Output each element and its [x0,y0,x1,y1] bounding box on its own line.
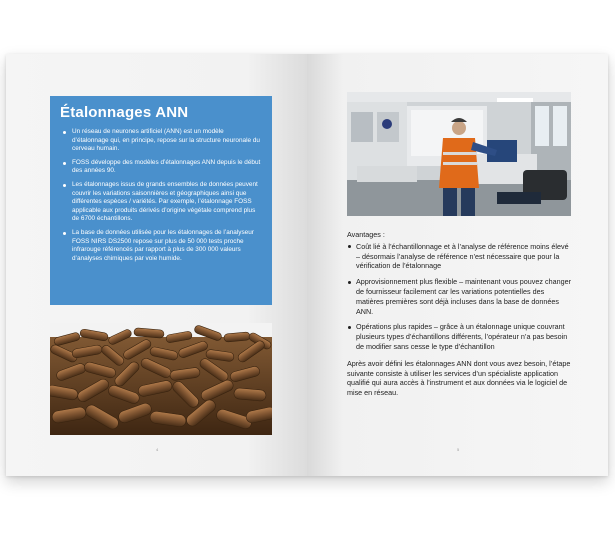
list-item: La base de données utilisée pour les étalonnages de l’analyseur FOSS NIRS DS2500 repose sur plus de 50 000 tests proche infrarouge référencés par rapport à plus de 300 000 valeurs d’analyses chimiques par voie humide. [72,229,262,263]
feed-pellets-photo [50,323,272,435]
brochure-spread [6,54,608,476]
list-item: Opérations plus rapides – grâce à un étalonnage unique couvrant plusieurs types d’échantillons différents, l’opérateur n’a pas besoin de modifier sans cesse le type d’échantillon [356,322,573,351]
list-item: FOSS développe des modèles d’étalonnages ANN depuis le début des années 90. [72,158,261,175]
left-page [6,54,307,476]
advantages-heading: Avantages : [347,230,385,239]
list-item: Approvisionnement plus flexible – maintenant vous pouvez changer de fournisseur facilement car les variations potentielles des matières premières sont déjà incluses dans la base de données ANN. [356,277,573,316]
list-item: Coût lié à l’échantillonnage et à l’analyse de référence moins élevé – désormais l’analyse de référence n’est nécessaire que pour la vérification de l’étalonnage [356,242,573,271]
closing-paragraph: Après avoir défini les étalonnages ANN dont vous avez besoin, l’étape suivante consiste à utiliser les services d’un spécialiste application qualifié qui aura accès à l’instrument et aux données via le logiciel de mise en réseau. [347,358,571,398]
ann-info-box [50,96,272,305]
page-number: 4 [156,447,159,452]
advantages-list [347,242,573,352]
lab-technician-photo [347,92,571,216]
ann-bullet-list [60,128,262,263]
page-title: Étalonnages ANN [60,104,189,121]
right-page-text [347,230,573,398]
list-item: Les étalonnages issus de grands ensembles de données peuvent couvrir les variations saisonnières et géographiques ainsi que différentes espèces / variétés. Par exemple, l’étalonnage FOSS applicable aux produits dérivés d’origine végétale comprend plus de 6700 échantillons. [72,181,262,224]
right-page [307,54,608,476]
page-number: 5 [457,447,460,452]
list-item: Un réseau de neurones artificiel (ANN) est un modèle d’étalonnage qui, en principe, repose sur la structure neuronale du cerveau humain. [72,128,262,154]
